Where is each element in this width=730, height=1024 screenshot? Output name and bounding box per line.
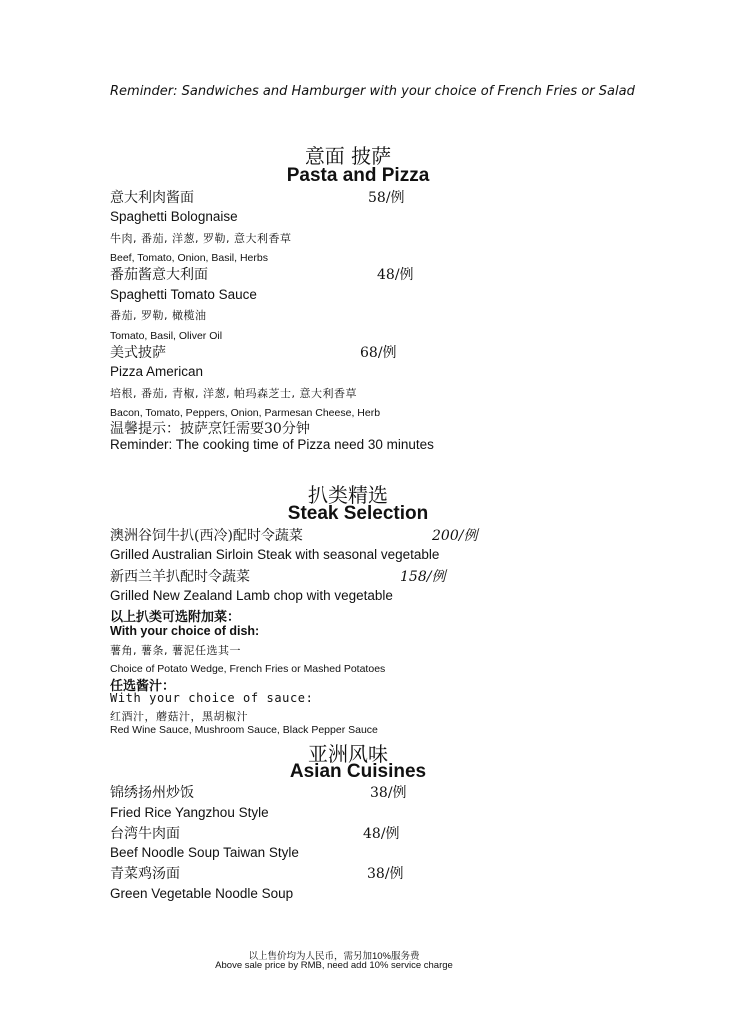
dish-ingredients-cn: 培根, 番茄, 青椒, 洋葱, 帕玛森芝士, 意大利香草: [110, 387, 357, 400]
dish-name-en: Grilled New Zealand Lamb chop with vegetable: [110, 588, 393, 603]
side-choice-title-en: With your choice of dish:: [110, 624, 260, 638]
top-reminder: Reminder: Sandwiches and Hamburger with your choice of French Fries or Salad: [110, 84, 635, 99]
section-title-en-steak: Steak Selection: [287, 503, 429, 524]
pizza-note-en: Reminder: The cooking time of Pizza need 30 minutes: [110, 437, 434, 452]
sauce-choice-title-cn: 任选酱汁：: [110, 679, 176, 694]
dish-price: 48/例: [363, 826, 400, 842]
dish-name-cn: 澳洲谷饲牛扒(西冷)配时令蔬菜: [110, 528, 303, 544]
dish-name-en: Fried Rice Yangzhou Style: [110, 805, 269, 820]
dish-name-en: Beef Noodle Soup Taiwan Style: [110, 845, 299, 860]
dish-name-en: Green Vegetable Noodle Soup: [110, 886, 294, 901]
dish-ingredients-en: Beef, Tomato, Onion, Basil, Herbs: [110, 252, 268, 264]
dish-name-en: Pizza American: [110, 364, 204, 379]
dish-name-cn: 番茄酱意大利面: [110, 267, 208, 283]
dish-price: 38/例: [370, 785, 407, 801]
dish-name-en: Grilled Australian Sirloin Steak with seasonal vegetable: [110, 547, 440, 562]
dish-ingredients-cn: 牛肉, 番茄, 洋葱, 罗勒, 意大利香草: [110, 232, 292, 245]
section-title-en-asian: Asian Cuisines: [289, 761, 427, 782]
footer-note-cn: 以上售价均为人民币，需另加10%服务费: [248, 951, 420, 962]
side-options-en: Choice of Potato Wedge, French Fries or Mashed Potatoes: [110, 663, 386, 675]
section-title-cn-asian: 亚洲风味: [308, 742, 388, 766]
side-options-cn: 薯角, 薯条, 薯泥任选其一: [110, 644, 241, 657]
dish-price: 38/例: [367, 866, 404, 882]
dish-name-cn: 锦绣扬州炒饭: [110, 785, 194, 801]
pizza-note-cn: 温馨提示：披萨烹饪需要30分钟: [110, 421, 310, 437]
dish-name-en: Spaghetti Bolognaise: [110, 209, 238, 224]
dish-name-cn: 意大利肉酱面: [110, 190, 194, 206]
dish-price: 58/例: [368, 190, 405, 206]
dish-name-cn: 台湾牛肉面: [110, 826, 180, 842]
section-title-en-pasta: Pasta and Pizza: [286, 165, 430, 186]
dish-name-en: Spaghetti Tomato Sauce: [110, 287, 257, 302]
dish-name-cn: 新西兰羊扒配时令蔬菜: [110, 569, 250, 585]
dish-ingredients-cn: 番茄, 罗勒, 橄榄油: [110, 309, 207, 322]
dish-price: 200/例: [432, 528, 478, 544]
dish-ingredients-en: Bacon, Tomato, Peppers, Onion, Parmesan Cheese, Herb: [110, 407, 381, 419]
dish-name-cn: 美式披萨: [110, 345, 166, 361]
dish-price: 158/例: [400, 569, 446, 585]
dish-price: 68/例: [360, 345, 397, 361]
sauce-choice-title-en: With your choice of sauce:: [110, 691, 314, 705]
sauce-options-cn: 红酒汁，蘑菇汁，黑胡椒汁: [110, 710, 248, 723]
side-choice-title-cn: 以上扒类可选附加菜：: [110, 610, 241, 625]
sauce-options-en: Red Wine Sauce, Mushroom Sauce, Black Pepper Sauce: [110, 724, 378, 736]
section-title-cn-steak: 扒类精选: [308, 483, 388, 507]
section-title-cn-pasta: 意面 披萨: [304, 144, 392, 168]
dish-name-cn: 青菜鸡汤面: [110, 866, 180, 882]
footer-note-en: Above sale price by RMB, need add 10% service charge: [215, 960, 453, 971]
dish-ingredients-en: Tomato, Basil, Oliver Oil: [110, 330, 223, 342]
dish-price: 48/例: [377, 267, 414, 283]
